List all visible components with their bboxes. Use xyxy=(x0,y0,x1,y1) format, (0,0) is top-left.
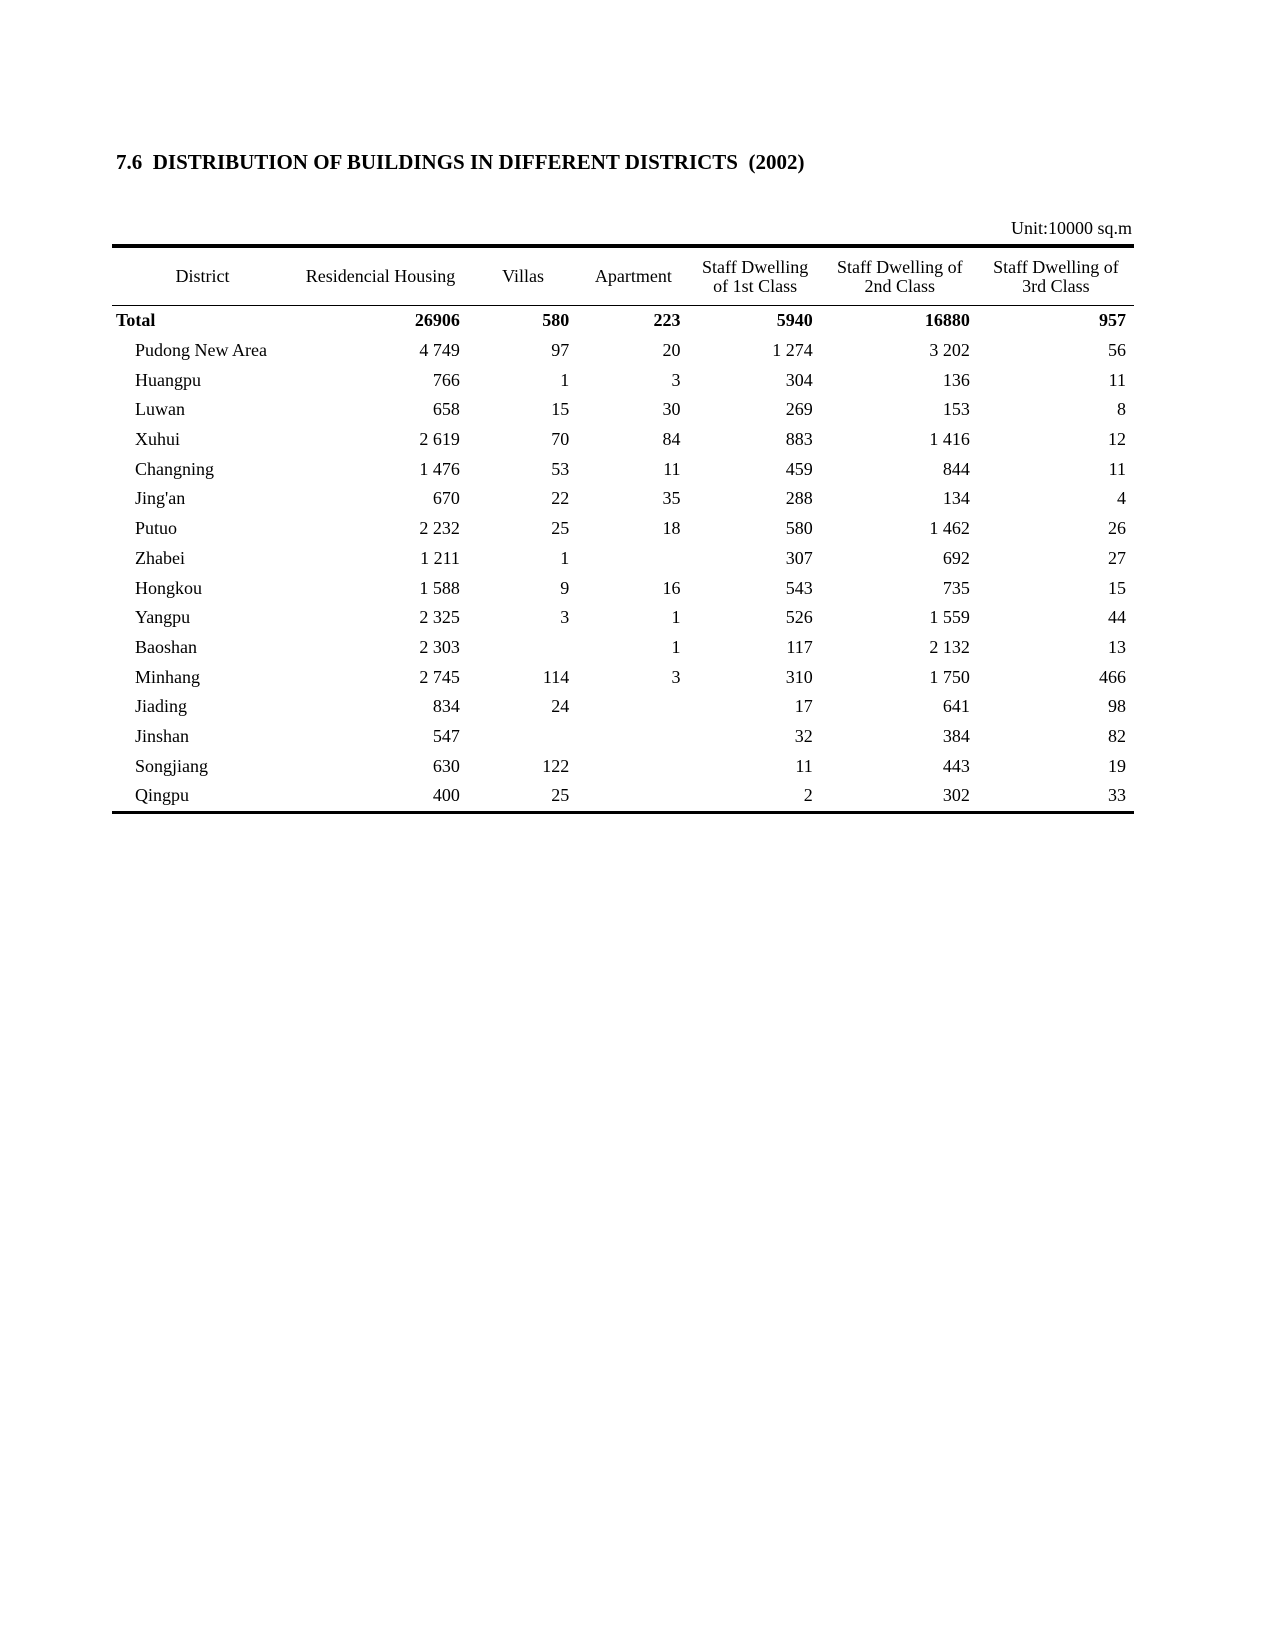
cell-residential: 670 xyxy=(432,488,460,509)
header-residential-housing: Residencial Housing xyxy=(293,246,468,306)
header-district: District xyxy=(112,246,293,306)
cell-staff3: 12 xyxy=(1108,429,1126,450)
header-staff-dwelling-2nd-line2: 2nd Class xyxy=(864,275,936,296)
cell-residential: 658 xyxy=(432,399,460,420)
cell-staff3: 56 xyxy=(1108,340,1126,361)
table-row xyxy=(112,573,1134,603)
cell-staff2: 735 xyxy=(942,577,970,598)
header-villas: Villas xyxy=(468,246,578,306)
cell-staff1: 526 xyxy=(785,607,813,628)
cell-villas: 22 xyxy=(551,488,570,509)
buildings-table xyxy=(112,244,1134,814)
cell-apartment xyxy=(578,544,688,574)
cell-apartment xyxy=(578,781,688,812)
cell-apartment: 84 xyxy=(662,429,681,450)
table-row-total xyxy=(112,306,1134,336)
cell-villas xyxy=(468,633,578,663)
cell-staff2: 16880 xyxy=(924,310,970,331)
cell-staff2: 136 xyxy=(942,369,970,390)
cell-staff3: 466 xyxy=(1099,666,1126,687)
cell-district: Jiading xyxy=(135,696,187,717)
cell-staff2: 1 559 xyxy=(929,607,970,628)
cell-staff1: 269 xyxy=(785,399,813,420)
cell-staff2: 1 750 xyxy=(929,666,970,687)
cell-villas: 3 xyxy=(560,607,570,628)
cell-apartment: 35 xyxy=(662,488,681,509)
cell-staff2: 384 xyxy=(942,725,970,746)
cell-residential: 2 619 xyxy=(419,429,460,450)
cell-residential: 834 xyxy=(432,696,460,717)
cell-staff2: 302 xyxy=(942,785,970,806)
cell-villas: 122 xyxy=(542,755,570,776)
header-apartment: Apartment xyxy=(578,246,688,306)
table-row xyxy=(112,336,1134,366)
cell-staff3: 44 xyxy=(1108,607,1126,628)
table-header-row xyxy=(112,246,1134,306)
cell-apartment: 11 xyxy=(663,458,681,479)
cell-district: Changning xyxy=(135,458,214,479)
cell-district: Minhang xyxy=(135,666,200,687)
cell-residential: 766 xyxy=(432,369,460,390)
cell-district: Putuo xyxy=(135,518,178,539)
cell-residential: 4 749 xyxy=(419,340,460,361)
cell-villas: 25 xyxy=(551,785,570,806)
cell-staff1: 11 xyxy=(795,755,813,776)
cell-residential: 1 588 xyxy=(419,577,460,598)
cell-apartment: 1 xyxy=(671,607,681,628)
cell-staff2: 641 xyxy=(942,696,970,717)
cell-staff1: 288 xyxy=(785,488,813,509)
cell-district: Jing'an xyxy=(135,488,186,509)
cell-staff3: 13 xyxy=(1108,636,1126,657)
page-title: 7.6 DISTRIBUTION OF BUILDINGS IN DIFFERENT DISTRICTS (2002) xyxy=(116,150,805,174)
cell-staff2: 2 132 xyxy=(929,636,970,657)
cell-residential: 2 325 xyxy=(419,607,460,628)
table-row xyxy=(112,662,1134,692)
cell-apartment: 30 xyxy=(662,399,681,420)
cell-staff1: 1 274 xyxy=(772,340,813,361)
cell-staff2: 1 416 xyxy=(929,429,970,450)
cell-staff3: 8 xyxy=(1117,399,1126,420)
table-row xyxy=(112,365,1134,395)
table-row xyxy=(112,751,1134,781)
cell-residential: 1 476 xyxy=(419,458,460,479)
cell-staff3: 4 xyxy=(1117,488,1126,509)
unit-label: Unit:10000 sq.m xyxy=(1010,218,1132,238)
cell-staff2: 692 xyxy=(942,547,970,568)
header-staff-dwelling-2nd xyxy=(822,246,978,306)
cell-staff2: 443 xyxy=(942,755,970,776)
cell-staff3: 11 xyxy=(1108,369,1126,390)
cell-staff3: 33 xyxy=(1108,785,1126,806)
cell-residential: 2 303 xyxy=(419,636,460,657)
table-row xyxy=(112,692,1134,722)
cell-apartment: 18 xyxy=(662,518,681,539)
cell-villas: 25 xyxy=(551,518,570,539)
cell-villas: 97 xyxy=(551,340,570,361)
table-row xyxy=(112,633,1134,663)
cell-staff3: 19 xyxy=(1108,755,1126,776)
cell-staff3: 957 xyxy=(1099,310,1126,331)
cell-apartment: 16 xyxy=(662,577,681,598)
table-row xyxy=(112,781,1134,812)
cell-staff2: 134 xyxy=(942,488,970,509)
header-staff-dwelling-1st xyxy=(689,246,822,306)
header-staff-dwelling-1st-line2: of 1st Class xyxy=(713,275,798,296)
table-row xyxy=(112,514,1134,544)
cell-staff1: 17 xyxy=(794,696,813,717)
cell-villas: 70 xyxy=(551,429,570,450)
cell-residential: 26906 xyxy=(414,310,460,331)
cell-villas: 1 xyxy=(560,369,570,390)
table-body xyxy=(112,306,1134,813)
cell-staff1: 307 xyxy=(785,547,813,568)
cell-staff1: 5940 xyxy=(776,310,813,331)
header-staff-dwelling-3rd xyxy=(978,246,1134,306)
cell-staff3: 26 xyxy=(1108,518,1126,539)
cell-district: Xuhui xyxy=(135,429,180,450)
cell-apartment: 20 xyxy=(662,340,681,361)
header-staff-dwelling-3rd-line1: Staff Dwelling of xyxy=(993,256,1119,277)
cell-staff1: 117 xyxy=(786,636,813,657)
cell-apartment: 223 xyxy=(653,310,681,331)
cell-staff1: 304 xyxy=(785,369,813,390)
header-staff-dwelling-1st-line1: Staff Dwelling xyxy=(702,256,809,277)
cell-staff3: 27 xyxy=(1108,547,1126,568)
table-row xyxy=(112,395,1134,425)
table-row xyxy=(112,544,1134,574)
table-row xyxy=(112,603,1134,633)
header-staff-dwelling-3rd-line2: 3rd Class xyxy=(1022,275,1090,296)
cell-staff1: 32 xyxy=(794,725,813,746)
cell-district: Songjiang xyxy=(135,755,209,776)
cell-staff1: 2 xyxy=(803,785,813,806)
cell-district: Yangpu xyxy=(135,607,191,628)
cell-district: Hongkou xyxy=(135,577,202,598)
cell-staff2: 1 462 xyxy=(929,518,970,539)
cell-district: Qingpu xyxy=(135,785,189,806)
table-row xyxy=(112,722,1134,752)
cell-villas: 24 xyxy=(551,696,570,717)
cell-staff1: 310 xyxy=(785,666,813,687)
cell-district: Zhabei xyxy=(135,547,185,568)
cell-staff3: 11 xyxy=(1108,458,1126,479)
cell-staff1: 580 xyxy=(785,518,813,539)
cell-district: Jinshan xyxy=(135,725,189,746)
cell-apartment xyxy=(578,722,688,752)
cell-apartment xyxy=(578,692,688,722)
cell-staff2: 153 xyxy=(942,399,970,420)
header-staff-dwelling-2nd-line1: Staff Dwelling of xyxy=(836,256,963,277)
cell-residential: 2 232 xyxy=(419,518,460,539)
cell-villas: 580 xyxy=(542,310,570,331)
cell-apartment: 1 xyxy=(671,636,681,657)
cell-residential: 2 745 xyxy=(419,666,460,687)
cell-apartment: 3 xyxy=(671,666,681,687)
cell-staff2: 844 xyxy=(942,458,970,479)
table-row xyxy=(112,484,1134,514)
cell-villas: 9 xyxy=(560,577,570,598)
cell-apartment: 3 xyxy=(671,369,681,390)
cell-villas: 53 xyxy=(551,458,570,479)
cell-district: Baoshan xyxy=(135,636,197,657)
cell-district: Luwan xyxy=(135,399,185,420)
cell-residential: 1 211 xyxy=(420,547,460,568)
cell-residential: 547 xyxy=(432,725,460,746)
cell-staff3: 98 xyxy=(1108,696,1126,717)
cell-villas: 1 xyxy=(560,547,570,568)
table-row xyxy=(112,454,1134,484)
cell-staff3: 82 xyxy=(1108,725,1126,746)
cell-apartment xyxy=(578,751,688,781)
cell-staff1: 883 xyxy=(785,429,813,450)
table-row xyxy=(112,425,1134,455)
cell-villas: 15 xyxy=(551,399,570,420)
cell-staff2: 3 202 xyxy=(929,340,970,361)
cell-villas xyxy=(468,722,578,752)
cell-staff1: 459 xyxy=(785,458,813,479)
cell-staff1: 543 xyxy=(785,577,813,598)
cell-district: Huangpu xyxy=(135,369,201,390)
cell-residential: 400 xyxy=(432,785,460,806)
cell-district: Total xyxy=(116,310,156,331)
cell-residential: 630 xyxy=(432,755,460,776)
cell-district: Pudong New Area xyxy=(135,340,267,361)
cell-staff3: 15 xyxy=(1108,577,1126,598)
cell-villas: 114 xyxy=(542,666,570,687)
